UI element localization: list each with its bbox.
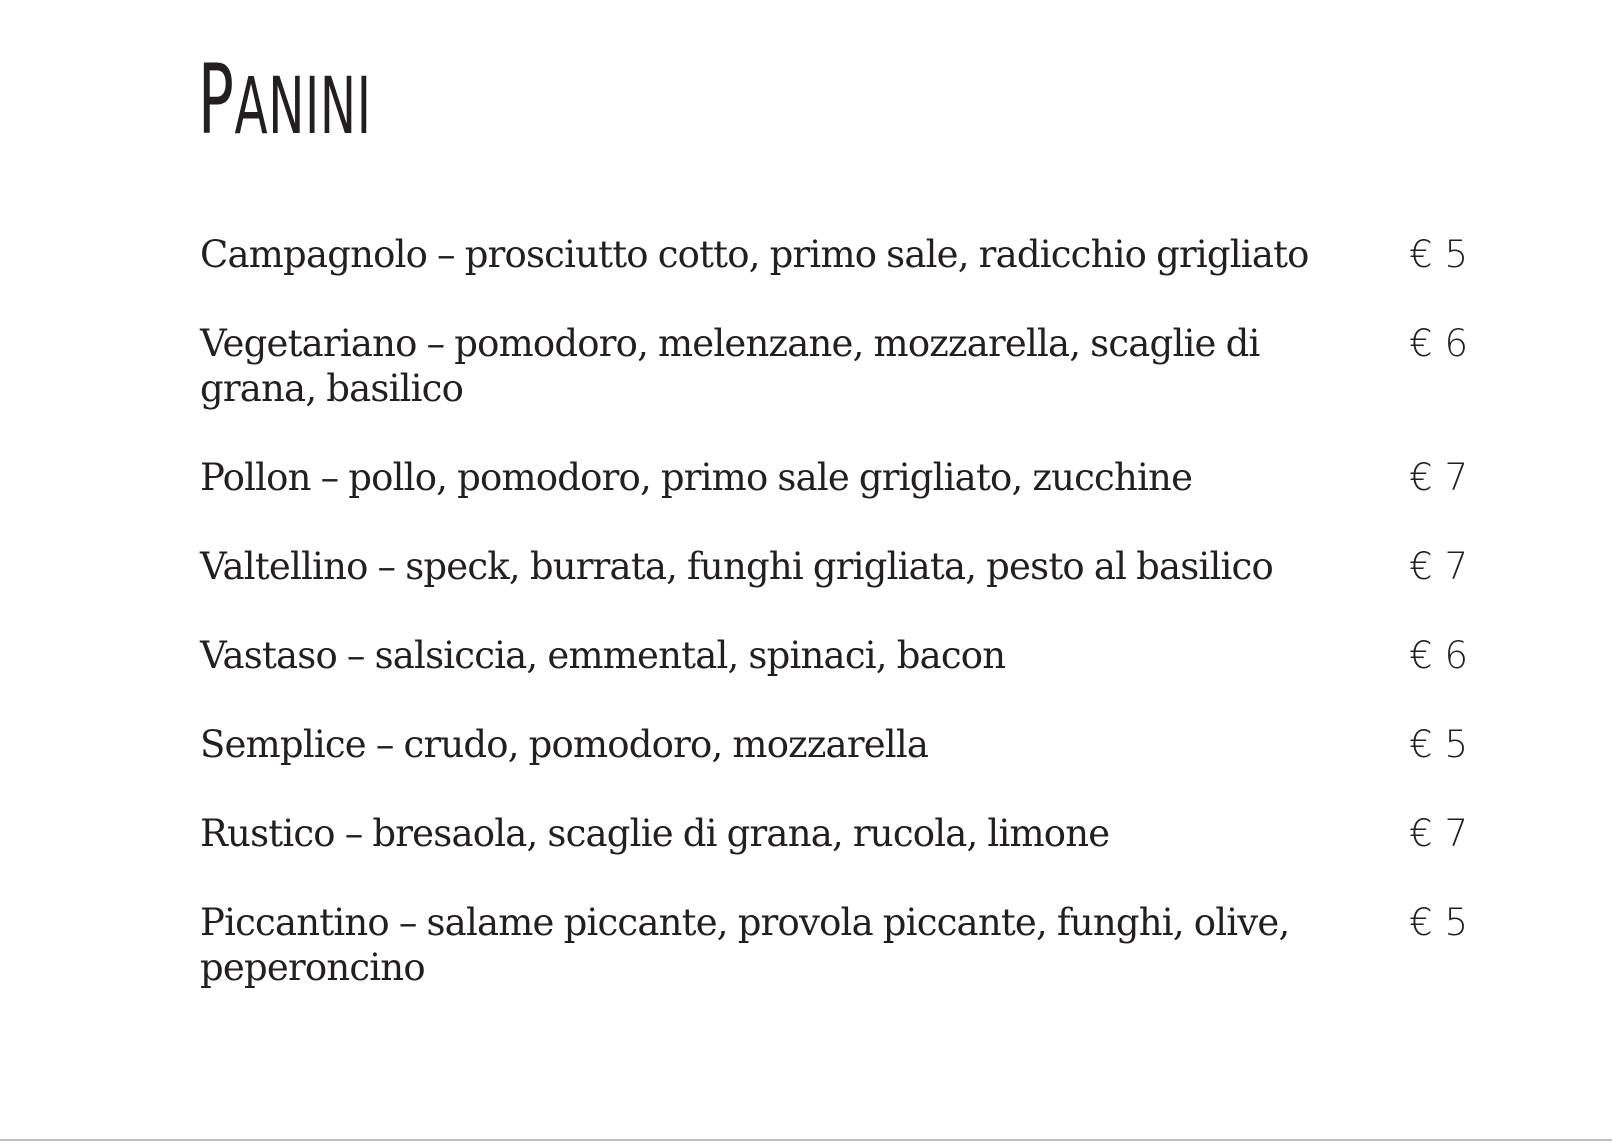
menu-item-description: Valtellino – speck, burrata, funghi grigliata, pesto al basilico — [200, 545, 1273, 588]
menu-item — [200, 455, 1468, 500]
menu-item-price: € 7 — [1409, 812, 1468, 855]
page-bottom-divider — [0, 1139, 1612, 1141]
page-title: PANINI — [198, 44, 372, 156]
menu-item — [200, 633, 1468, 678]
menu-item-description: Vegetariano – pomodoro, melenzane, mozzarella, scaglie di grana, basilico — [200, 322, 1260, 410]
menu-item-description: Piccantino – salame piccante, provola piccante, funghi, olive, peperoncino — [200, 901, 1290, 989]
menu-item-description: Semplice – crudo, pomodoro, mozzarella — [200, 723, 929, 766]
menu-item-description: Rustico – bresaola, scaglie di grana, rucola, limone — [200, 812, 1110, 855]
menu-item — [200, 232, 1468, 277]
menu-list — [200, 232, 1468, 990]
menu-item-price: € 6 — [1409, 322, 1468, 365]
menu-item — [200, 544, 1468, 589]
menu-item-price: € 7 — [1409, 456, 1468, 499]
menu-item-price: € 5 — [1409, 723, 1468, 766]
menu-item-description: Vastaso – salsiccia, emmental, spinaci, bacon — [200, 634, 1006, 677]
menu-item-price: € 5 — [1409, 233, 1468, 276]
menu-item-price: € 7 — [1409, 545, 1468, 588]
menu-item-price: € 5 — [1409, 901, 1468, 944]
menu-item — [200, 811, 1468, 856]
menu-item — [200, 321, 1468, 411]
menu-item-description: Pollon – pollo, pomodoro, primo sale grigliato, zucchine — [200, 456, 1193, 499]
menu-item — [200, 900, 1468, 990]
menu-item-description: Campagnolo – prosciutto cotto, primo sale, radicchio grigliato — [200, 233, 1309, 276]
menu-item — [200, 722, 1468, 767]
menu-item-price: € 6 — [1409, 634, 1468, 677]
